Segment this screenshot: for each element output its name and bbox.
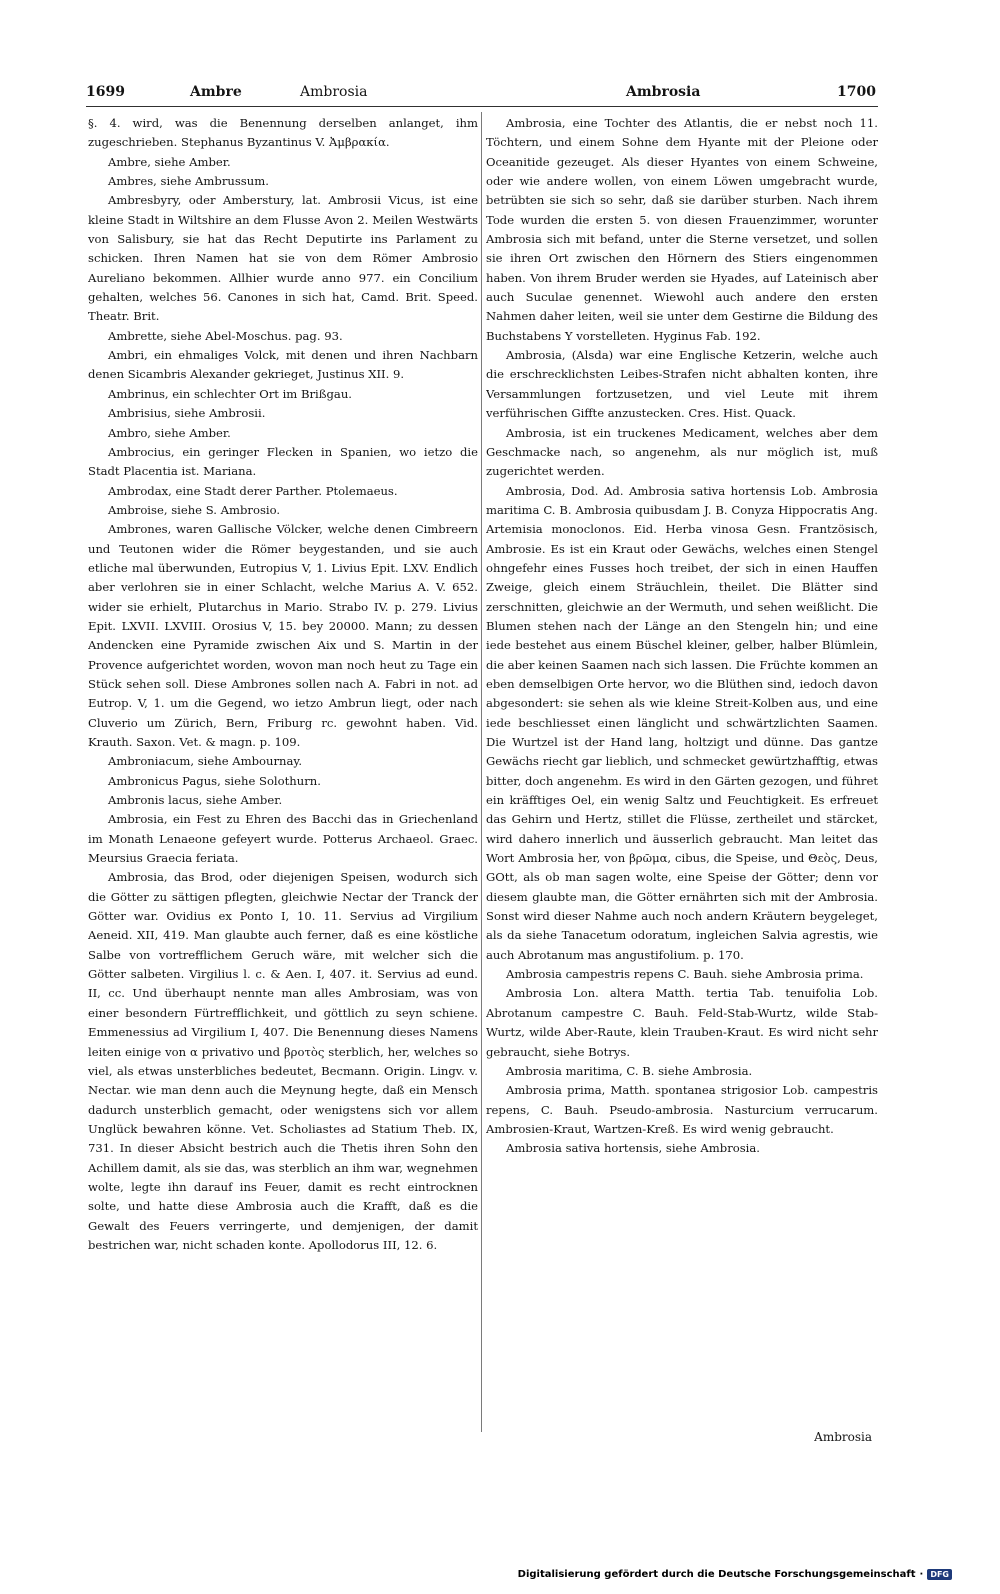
footer-text: Digitalisierung gefördert durch die Deutsche Forschungsgemeinschaft xyxy=(517,1569,916,1580)
page-number-left: 1699 xyxy=(86,84,125,100)
column-divider xyxy=(481,112,482,1432)
page-header xyxy=(86,84,876,108)
entry-paragraph: Ambrosia, das Brod, oder diejenigen Speisen, wodurch sich die Götter zu sättigen pflegten, gleichwie Nectar der Tranck der Götter war. Ovidius ex Ponto I, 10. 11. Servius ad Virgilium Aeneid. XII, 419. Man glaubte auch ferner, daß es eine köstliche Salbe von vortrefflichem Geruch wäre, mit welcher sich die Götter salbeten. Virgilius l. c. & Aen. I, 407. it. Servius ad eund. II, cc. Und überhaupt nennte man alles Ambrosiam, was von einer besondern Fürtrefflichkeit, und göttlich zu seyn schiene. Emmenessius ad Virgilium I, 407. Die Benennung dieses Namens leiten einige von α privativo und βροτὸς sterblich, her, welches so viel, als etwas unsterbliches bedeutet, Becmann. Origin. Lingv. v. Nectar. wie man denn auch die Meynung hegte, daß ein Mensch dadurch unsterblich gemacht, oder wenigstens sich vor allem Unglück bewahren könne. Vet. Scholiastes ad Statium Theb. IX, 731. In dieser Absicht bestrich auch die Thetis ihren Sohn den Achillem damit, als sie das, was sterblich an ihm war, wegnehmen wolte, legte ihn darauf ins Feuer, damit es recht eintrocknen solte, und hatte diese Ambrosia auch die Krafft, daß es die Gewalt des Feuers verringerte, und demjenigen, der damit bestrichen war, nicht schaden konte. Apollodorus III, 12. 6. xyxy=(88,870,478,1252)
entry-paragraph: Ambronicus Pagus, siehe Solothurn. xyxy=(108,773,321,788)
entry-paragraph: Ambrosia campestris repens C. Bauh. siehe Ambrosia prima. xyxy=(506,967,864,982)
entry-paragraph: Ambrosia sativa hortensis, siehe Ambrosia. xyxy=(506,1141,760,1156)
right-column xyxy=(486,114,878,1439)
entry-paragraph: Ambrodax, eine Stadt derer Parther. Ptolemaeus. xyxy=(108,483,398,498)
footer-separator: · xyxy=(919,1569,924,1580)
entry-paragraph: Ambrinus, ein schlechter Ort im Brißgau. xyxy=(108,386,352,401)
entry-paragraph: Ambrones, waren Gallische Völcker, welche denen Cimbreern und Teutonen wider die Römer beygestanden, und sie auch etliche mal überwunden, Eutropius V, 1. Livius Epit. LXV. Endlich aber verlohren sie in einer Schlacht, welche Marius A. V. 652. wider sie erhielt, Plutarchus in Mario. Strabo IV. p. 279. Livius Epit. LXVII. LXVIII. Orosius V, 15. bey 20000. Mann; zu dessen Andencken eine Pyramide zwischen Aix und S. Martin in der Provence aufgerichtet worden, wovon man noch heut zu Tage ein Stück sehen soll. Diese Ambrones sollen nach A. Fabri in not. ad Eutrop. V, 1. um die Gegend, wo ietzo Ambrun liegt, oder nach Cluverio um Zürich, Bern, Friburg rc. gewohnt haben. Vid. Krauth. Saxon. Vet. & magn. p. 109. xyxy=(88,522,478,749)
entry-paragraph: Ambrocius, ein geringer Flecken in Spanien, wo ietzo die Stadt Placentia ist. Mariana. xyxy=(88,444,478,479)
entry-paragraph: Ambrosia Lon. altera Matth. tertia Tab. tenuifolia Lob. Abrotanum campestre C. Bauh. Feld-Stab-Wurtz, wilde Stab-Wurtz, wilde Aber-Raute, klein Trauben-Kraut. Es wird nicht sehr gebraucht, siehe Botrys. xyxy=(486,986,878,1059)
entry-paragraph: Ambresbyry, oder Amberstury, lat. Ambrosii Vicus, ist eine kleine Stadt in Wiltshire an dem Flusse Avon 2. Meilen Westwärts von Salisbury, sie hat das Recht Deputirte ins Parlament zu schicken. Ihren Namen hat sie von dem Römer Ambrosio Aureliano bekommen. Allhier wurde anno 977. ein Concilium gehalten, welches 56. Canones in sich hat, Camd. Brit. Speed. Theatr. Brit. xyxy=(88,193,478,324)
entry-paragraph: Ambrosia, eine Tochter des Atlantis, die er nebst noch 11. Töchtern, und einem Sohne dem Hyante mit der Pleione oder Oceanitide gezeuget. Als dieser Hyantes von einem Schweine, oder wie andere wollen, von einem Löwen umgebracht wurde, betrübten sie sich so sehr, daß sie darüber sturben. Nach ihrem Tode wurden die ersten 5. von diesen Frauenzimmer, worunter Ambrosia sich mit befand, unter die Sterne versetzet, und sollen sie ihren Ort zwischen den Hörnern des Stiers eingenommen haben. Von ihrem Bruder werden sie Hyades, auf Lateinisch aber auch Suculae genennet. Wiewohl auch andere den ersten Nahmen daher leiten, weil sie unter dem Gestirne die Bildung des Buchstabens Y vorstelleten. Hyginus Fab. 192. xyxy=(486,116,878,343)
entry-paragraph: §. 4. wird, was die Benennung derselben anlanget, ihm zugeschrieben. Stephanus Byzantinus V. Ἀμβρακία. xyxy=(88,116,478,150)
entry-paragraph: Ambro, siehe Amber. xyxy=(108,425,231,440)
header-rule xyxy=(86,106,878,107)
entry-paragraph: Ambres, siehe Ambrussum. xyxy=(108,174,269,189)
entry-paragraph: Ambrosia, Dod. Ad. Ambrosia sativa hortensis Lob. Ambrosia maritima C. B. Ambrosia quibusdam J. B. Conyza Hippocratis Ang. Artemisia monoclonos. Eid. Herba vinosa Gesn. Frantzösisch, Ambrosie. Es ist ein Kraut oder Gewächs, welches einen Stengel ohngefehr eines Fusses hoch treibet, der sich in einen Hauffen Zweige, gleich einem Sträuchlein, theilet. Die Blätter sind zerschnitten, gleichwie an der Wermuth, und sehen weißlicht. Die Blumen stehen nach der Länge an den Stengeln hin; und eine iede bestehet aus einem Büschel kleiner, gelber, halber Blümlein, die aber keinen Saamen nach sich lassen. Die Früchte kommen an eben demselbigen Orte hervor, wo die Blüthen sind, iedoch davon abgesondert: sie sehen als wie kleine Streit-Kolben aus, und eine iede beschliesset einen länglicht und schwärtzlichten Saamen. Die Wurtzel ist der Hand lang, holtzigt und dünne. Das gantze Gewächs riecht gar lieblich, und schmecket gewürtzhafftig, etwas bitter, doch angenehm. Es wird in den Gärten gezogen, und führet ein kräfftiges Oel, ein wenig Saltz und Feuchtigkeit. Es erfreuet das Gehirn und Hertz, stillet die Flüsse, zertheilet und stärcket, wird dahero innerlich und äusserlich gebraucht. Man leitet das Wort Ambrosia her, von βρῶμα, cibus, die Speise, und Θεὸς, Deus, GOtt, als ob man sagen wolte, eine Speise der Götter; denn vor diesem glaubte man, die Götter ernährten sich mit der Ambrosia. Sonst wird dieser Nahme auch noch andern Kräutern beygeleget, als da siehe Tanacetum odoratum, ingleichen Salvia agrestis, wie auch Abrotanum mas angustifolium. p. 170. xyxy=(486,483,878,962)
entry-paragraph: Ambroniacum, siehe Ambournay. xyxy=(108,754,303,769)
left-column xyxy=(88,114,478,1439)
entry-paragraph: Ambroise, siehe S. Ambrosio. xyxy=(108,502,281,517)
entry-paragraph: Ambrosia, ein Fest zu Ehren des Bacchi das in Griechenland im Monath Lenaeone gefeyert wurde. Potterus Archaeol. Graec. Meursius Graecia feriata. xyxy=(88,812,478,866)
entry-paragraph: Ambrisius, siehe Ambrosii. xyxy=(108,406,266,421)
running-head-left-first: Ambre xyxy=(190,84,242,100)
page-number-right: 1700 xyxy=(837,84,876,100)
entry-paragraph: Ambre, siehe Amber. xyxy=(108,154,231,169)
entry-paragraph: Ambri, ein ehmaliges Volck, mit denen und ihren Nachbarn denen Sicambris Alexander gekrieget, Justinus XII. 9. xyxy=(88,348,478,382)
entry-paragraph: Ambrosia, ist ein truckenes Medicament, welches aber dem Geschmacke nach, so angenehm, als nur möglich ist, muß zugerichtet werden. xyxy=(486,425,878,479)
entry-paragraph: Ambrosia prima, Matth. spontanea strigosior Lob. campestris repens, C. Bauh. Pseudo-ambrosia. Nasturcium verrucarum. Ambrosien-Kraut, Wartzen-Kreß. Es wird wenig gebraucht. xyxy=(486,1083,878,1136)
running-head-left-second: Ambrosia xyxy=(300,84,368,100)
dfg-logo-icon: DFG xyxy=(927,1569,952,1580)
running-head-right: Ambrosia xyxy=(626,84,701,100)
entry-paragraph: Ambronis lacus, siehe Amber. xyxy=(108,793,283,808)
footer xyxy=(518,1569,952,1580)
entry-paragraph: Ambrosia, (Alsda) war eine Englische Ketzerin, welche auch die erschrecklichsten Leibes-Strafen nicht abhalten konten, ihre Versammlungen fortzusetzen, und viel Leute mit ihrem verführischen Giffte anzustecken. Cres. Hist. Quack. xyxy=(486,348,878,421)
entry-paragraph: Ambrosia maritima, C. B. siehe Ambrosia. xyxy=(506,1063,753,1078)
entry-paragraph: Ambrette, siehe Abel-Moschus. pag. 93. xyxy=(108,328,343,343)
catchword: Ambrosia xyxy=(814,1430,872,1444)
